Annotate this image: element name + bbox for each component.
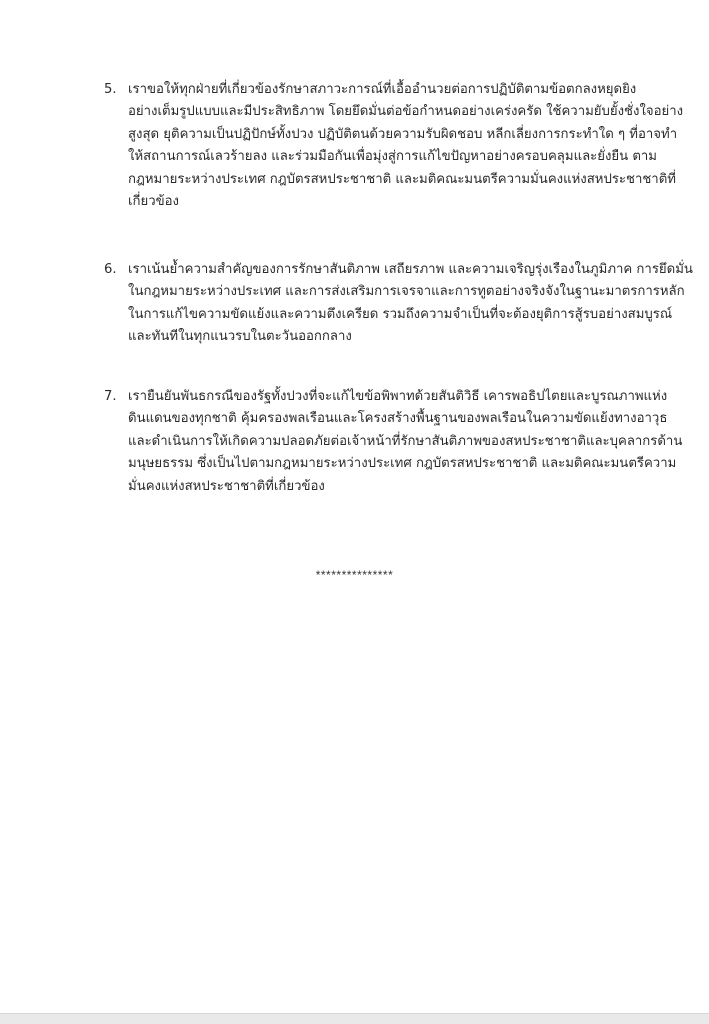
text-line: และทันทีในทุกแนวรบในตะวันออกกลาง — [128, 329, 352, 345]
list-item-7 — [104, 386, 683, 498]
text-line: มั่นคงแห่งสหประชาชาติที่เกี่ยวข้อง — [128, 478, 325, 494]
list-item-6 — [104, 259, 693, 349]
text-line: เราขอให้ทุกฝ่ายที่เกี่ยวข้องรักษาสภาวะการณ์ที่เอื้ออำนวยต่อการปฏิบัติตามข้อตกลงหยุดยิง — [128, 82, 637, 97]
text-line: อย่างเต็มรูปแบบและมีประสิทธิภาพ โดยยึดมั่นต่อข้อกำหนดอย่างเคร่งครัด ใช้ความยับยั้งชั่งใจอย่าง — [128, 104, 684, 120]
text-line: เรายืนยันพันธกรณีของรัฐทั้งปวงที่จะแก้ไขข้อพิพาทด้วยสันติวิธี เคารพอธิปไตยและบูรณภาพแห่ง — [128, 389, 668, 404]
item-number: 5. — [104, 82, 117, 97]
list-item-5 — [104, 79, 684, 213]
text-line: เราเน้นย้ำความสำคัญของการรักษาสันติภาพ เสถียรภาพ และความเจริญรุ่งเรืองในภูมิภาค การยึดมั่น — [128, 262, 693, 277]
text-line: กฎหมายระหว่างประเทศ กฎบัตรสหประชาชาติ และมติคณะมนตรีความมั่นคงแห่งสหประชาชาติที่ — [128, 171, 676, 187]
text-line: ดินแดนของทุกชาติ คุ้มครองพลเรือนและโครงสร้างพื้นฐานของพลเรือนในความขัดแย้งทางอาวุธ — [128, 411, 668, 427]
item-text — [128, 259, 693, 349]
text-line: ในกฎหมายระหว่างประเทศ และการส่งเสริมการเจรจาและการทูตอย่างจริงจังในฐานะมาตรการหลัก — [128, 284, 685, 300]
item-text — [128, 386, 683, 498]
text-line: ให้สถานการณ์เลวร้ายลง และร่วมมือกันเพื่อมุ่งสู่การแก้ไขปัญหาอย่างครอบคลุมและยั่งยืน ตาม — [128, 149, 657, 165]
text-line: ในการแก้ไขความขัดแย้งและความตึงเครียด รวมถึงความจำเป็นที่จะต้องยุติการสู้รบอย่างสมบูรณ์ — [128, 306, 673, 322]
text-line: เกี่ยวข้อง — [128, 194, 179, 210]
item-number: 6. — [104, 262, 117, 277]
text-line: สูงสุด ยุติความเป็นปฏิปักษ์ทั้งปวง ปฏิบัติตนด้วยความรับผิดชอบ หลีกเลี่ยงการกระทำใด ๆ ที่อาจทำ — [128, 126, 678, 142]
item-text — [128, 79, 684, 213]
page-bottom-edge — [0, 1013, 709, 1024]
text-line: และดำเนินการให้เกิดความปลอดภัยต่อเจ้าหน้าที่รักษาสันติภาพของสหประชาชาติและบุคลากรด้าน — [128, 433, 683, 449]
text-line: มนุษยธรรม ซึ่งเป็นไปตามกฎหมายระหว่างประเทศ กฎบัตรสหประชาชาติ และมติคณะมนตรีความ — [128, 456, 677, 472]
end-separator: *************** — [315, 568, 394, 582]
item-number: 7. — [104, 389, 117, 404]
